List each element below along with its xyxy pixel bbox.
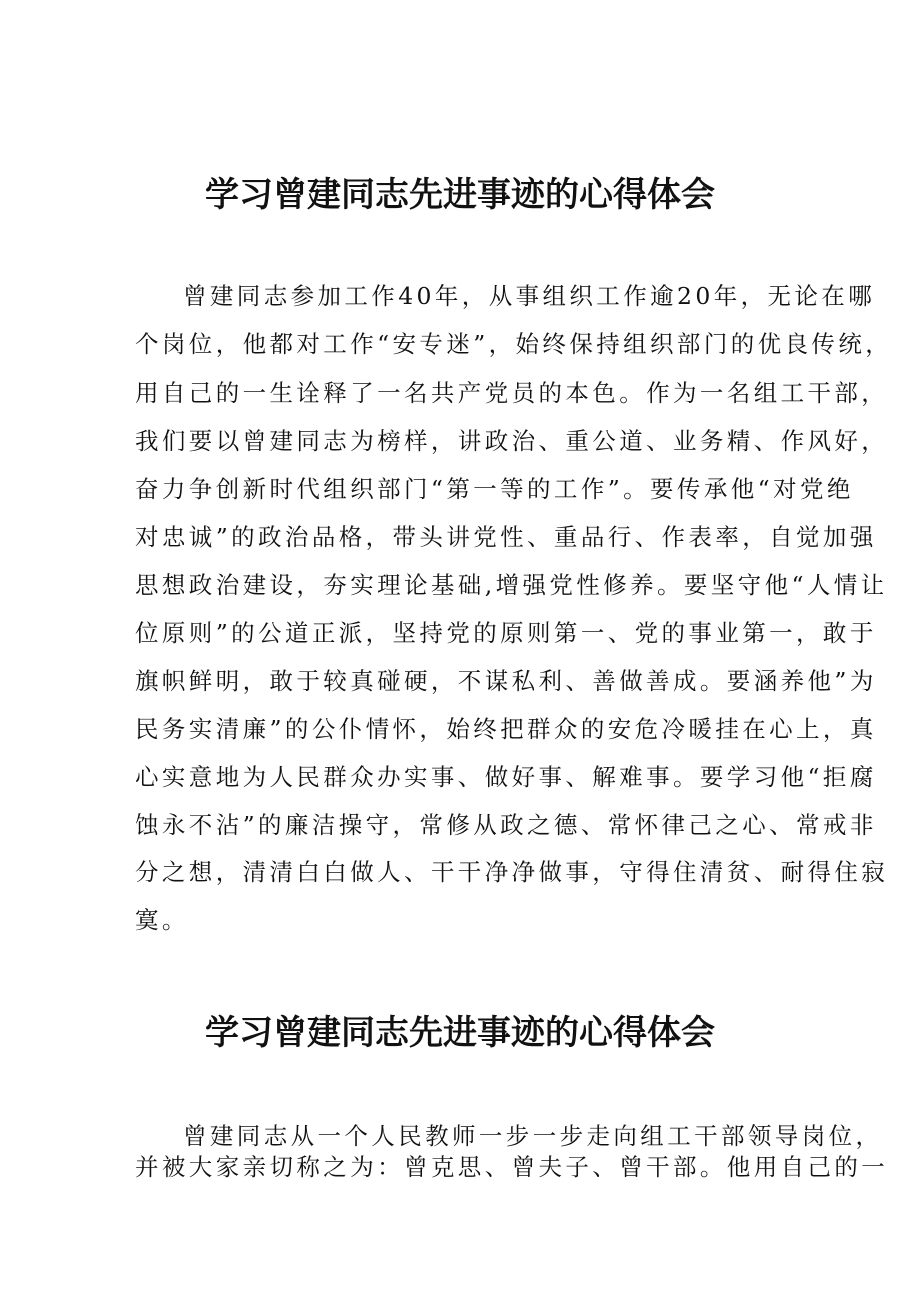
paragraph-line: 心实意地为人民群众办实事、做好事、解难事。要学习他“拒腐: [135, 763, 877, 791]
paragraph-line: 对忠诚”的政治品格，带头讲党性、重品行、作表率，自觉加强: [135, 523, 877, 551]
paragraph-line: 曾建同志从一个人民教师一步一步走向组工干部领导岗位，: [183, 1122, 883, 1150]
paragraph-line: 奋力争创新时代组织部门“第一等的工作”。要传承他“对党绝: [135, 475, 854, 503]
paragraph-line: 思想政治建设，夯实理论基础,增强党性修养。要坚守他“人情让: [135, 571, 888, 599]
paragraph-line: 分之想，清清白白做人、干干净净做事，守得住清贫、耐得住寂: [135, 858, 889, 886]
paragraph-line: 曾建同志参加工作40年，从事组织工作逾20年，无论在哪: [183, 282, 876, 310]
paragraph-line: 并被大家亲切称之为：曾克思、曾夫子、曾干部。他用自己的一: [135, 1153, 889, 1181]
paragraph-line: 民务实清廉”的公仆情怀，始终把群众的安危冷暖挂在心上，真: [135, 715, 877, 743]
paragraph-line: 我们要以曾建同志为榜样，讲政治、重公道、业务精、作风好，: [135, 427, 889, 455]
section-1-title: 学习曾建同志先进事迹的心得体会: [205, 175, 715, 215]
paragraph-line: 蚀永不沾”的廉洁操守，常修从政之德、常怀律己之心、常戒非: [135, 811, 877, 839]
paragraph-line: 用自己的一生诠释了一名共产党员的本色。作为一名组工干部，: [135, 379, 889, 407]
paragraph-line: 位原则”的公道正派，坚持党的原则第一、党的事业第一，敢于: [135, 619, 877, 647]
paragraph-line: 个岗位，他都对工作“安专迷”，始终保持组织部门的优良传统，: [135, 330, 893, 358]
paragraph-line: 寞。: [135, 906, 189, 934]
paragraph-line: 旗帜鲜明，敢于较真碰硬，不谋私利、善做善成。要涵养他”为: [135, 667, 877, 695]
section-2-title: 学习曾建同志先进事迹的心得体会: [205, 1013, 715, 1053]
